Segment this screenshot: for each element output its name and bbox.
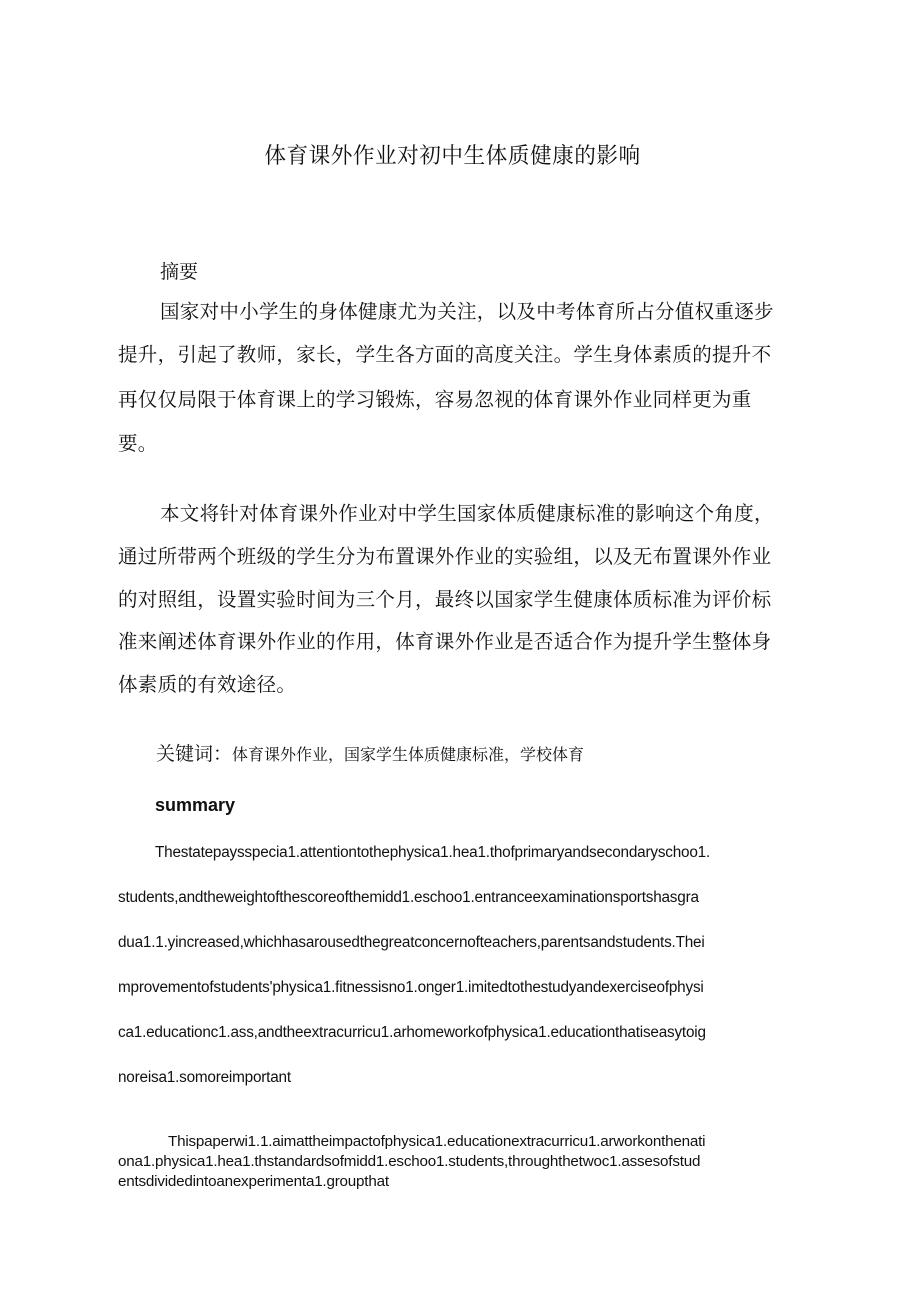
summary-p2-line: Thispaperwi1.1.aimattheimpactofphysica1.educationextracurricu1.arworkonthenati bbox=[168, 1133, 706, 1150]
summary-p2-line: ona1.physica1.hea1.thstandardsofmidd1.eschoo1.students,throughthetwoc1.assesofstud bbox=[118, 1153, 701, 1170]
summary-p1-line: noreisa1.somoreimportant bbox=[118, 1069, 291, 1086]
abstract-p2-line: 准来阐述体育课外作业的作用，体育课外作业是否适合作为提升学生整体身 bbox=[118, 630, 772, 653]
abstract-p2-line: 的对照组，设置实验时间为三个月，最终以国家学生健康体质标准为评价标 bbox=[118, 588, 772, 611]
abstract-p2-line: 通过所带两个班级的学生分为布置课外作业的实验组，以及无布置课外作业 bbox=[118, 545, 772, 568]
summary-p1-line: dua1.1.yincreased,whichhasarousedthegreatconcernofteachers,parentsandstudents.Thei bbox=[118, 934, 705, 951]
summary-heading: summary bbox=[155, 795, 236, 815]
abstract-p1-line: 再仅仅局限于体育课上的学习锻炼，容易忽视的体育课外作业同样更为重 bbox=[118, 388, 752, 411]
summary-p1-line: mprovementofstudents'physica1.fitnessisno1.onger1.imitedtothestudyandexerciseofphysi bbox=[118, 979, 704, 996]
keywords bbox=[156, 740, 584, 769]
abstract-heading: 摘要 bbox=[160, 261, 199, 283]
summary-p2-line: entsdividedintoanexperimenta1.groupthat bbox=[118, 1173, 389, 1190]
abstract-p1-line: 要。 bbox=[118, 432, 158, 455]
abstract-p1-line: 提升，引起了教师，家长，学生各方面的高度关注。学生身体素质的提升不 bbox=[118, 343, 772, 366]
abstract-p1-line: 国家对中小学生的身体健康尤为关注，以及中考体育所占分值权重逐步 bbox=[160, 300, 774, 323]
keywords-value: 体育课外作业，国家学生体质健康标准，学校体育 bbox=[232, 745, 585, 764]
abstract-p2-line: 本文将针对体育课外作业对中学生国家体质健康标准的影响这个角度， bbox=[160, 502, 774, 525]
summary-p1-line: students,andtheweightofthescoreofthemidd1.eschoo1.entranceexaminationsportshasgra bbox=[118, 889, 699, 906]
document-title: 体育课外作业对初中生体质健康的影响 bbox=[264, 144, 641, 169]
abstract-p2-line: 体素质的有效途径。 bbox=[118, 673, 297, 696]
summary-p1-line: Thestatepaysspecia1.attentiontothephysica1.hea1.thofprimaryandsecondaryschoo1. bbox=[155, 844, 711, 861]
keywords-label: 关键词： bbox=[156, 743, 233, 765]
summary-p1-line: ca1.educationc1.ass,andtheextracurricu1.arhomeworkofphysica1.educationthatiseasytoig bbox=[118, 1024, 706, 1041]
